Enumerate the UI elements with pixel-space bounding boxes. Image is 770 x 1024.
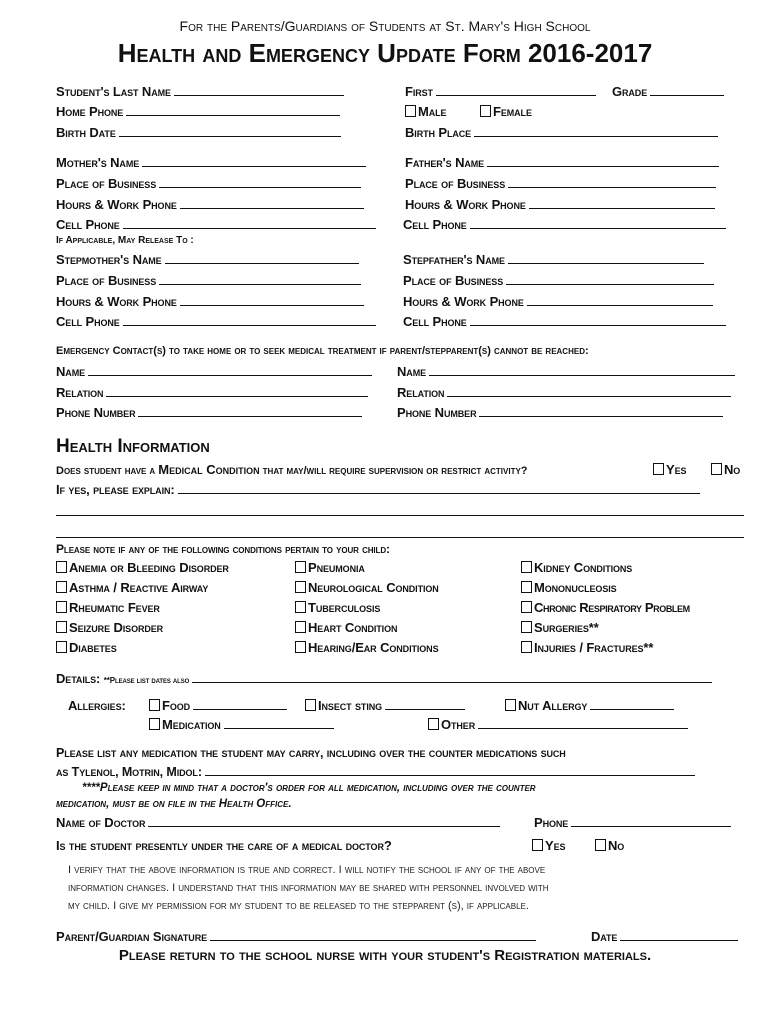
checkbox-icon (295, 581, 306, 593)
stepmother-name-label: Stepmother's Name (56, 252, 162, 267)
father-cell-phone-field[interactable] (403, 217, 726, 232)
condition-anemia[interactable] (56, 560, 229, 575)
checkbox-icon (56, 561, 67, 573)
details-note: **Please list dates also (103, 676, 190, 685)
condition-tuberculosis[interactable] (295, 600, 380, 615)
condition-label: Pneumonia (308, 560, 365, 575)
condition-rheumatic[interactable] (56, 600, 160, 615)
checkbox-icon (532, 839, 543, 851)
father-name-field[interactable] (405, 155, 719, 170)
condition-label: Surgeries** (534, 620, 599, 635)
other-label: Other (441, 717, 476, 732)
checkbox-icon (295, 621, 306, 633)
allergy-medication-field[interactable] (149, 717, 334, 732)
first-name-field[interactable] (405, 84, 596, 99)
explain-field[interactable] (56, 482, 700, 497)
food-label: Food (162, 698, 191, 713)
conditions-note: Please note if any of the following conditions pertain to your child: (56, 542, 390, 556)
cell-phone-label: Cell Phone (403, 314, 467, 329)
checkbox-icon (428, 718, 439, 730)
stepmother-business-field[interactable] (56, 273, 361, 288)
condition-label: Chronic Respiratory Problem (534, 600, 690, 615)
emergency-relation-label: Relation (397, 385, 445, 400)
condition-label: Anemia or Bleeding Disorder (69, 560, 229, 575)
checkbox-icon (56, 621, 67, 633)
condition-label: Injuries / Fractures** (534, 640, 654, 655)
nut-label: Nut Allergy (518, 698, 588, 713)
birth-date-field[interactable] (56, 125, 341, 140)
father-work-phone-field[interactable] (405, 197, 715, 212)
stepfather-work-phone-field[interactable] (403, 294, 713, 309)
place-of-business-label: Place of Business (403, 273, 504, 288)
allergy-nut-field[interactable] (505, 698, 674, 713)
father-business-field[interactable] (405, 176, 716, 191)
father-name-label: Father's Name (405, 155, 485, 170)
doctor-order-note: ****Please keep in mind that a doctor's order for all medication, including over the counter (82, 782, 536, 794)
emergency-phone-label: Phone Number (56, 405, 136, 420)
yes-label: Yes (666, 462, 687, 477)
condition-hearing[interactable] (295, 640, 438, 655)
stepfather-business-field[interactable] (403, 273, 714, 288)
checkbox-icon (521, 561, 532, 573)
question-text: Does student have a (56, 465, 159, 477)
condition-seizure[interactable] (56, 620, 163, 635)
checkbox-icon (56, 641, 67, 653)
hours-work-phone-label: Hours & Work Phone (56, 294, 177, 309)
signature-label: Parent/Guardian Signature (56, 929, 208, 944)
mother-cell-phone-field[interactable] (56, 217, 376, 232)
place-of-business-label: Place of Business (56, 176, 157, 191)
mother-name-label: Mother's Name (56, 155, 140, 170)
cell-phone-label: Cell Phone (56, 314, 120, 329)
emergency-phone-label: Phone Number (397, 405, 477, 420)
grade-label: Grade (612, 84, 648, 99)
stepfather-name-field[interactable] (403, 252, 704, 267)
checkbox-icon (295, 601, 306, 613)
checkbox-icon (405, 105, 416, 117)
emergency-name-2-field[interactable] (397, 364, 735, 379)
doctor-name-field[interactable] (56, 815, 500, 830)
insect-label: Insect sting (318, 698, 383, 713)
condition-asthma[interactable] (56, 580, 208, 595)
hours-work-phone-label: Hours & Work Phone (56, 197, 177, 212)
condition-injuries[interactable] (521, 640, 653, 655)
no-label: No (608, 838, 625, 853)
explain-line-3[interactable] (56, 537, 744, 538)
condition-label: Heart Condition (308, 620, 398, 635)
home-phone-field[interactable] (56, 104, 340, 119)
stepfather-cell-phone-field[interactable] (403, 314, 726, 329)
birth-place-field[interactable] (405, 125, 718, 140)
medication-list-field[interactable] (56, 765, 695, 779)
stepmother-cell-phone-field[interactable] (56, 314, 376, 329)
allergies-label: Allergies: (68, 698, 126, 713)
emergency-relation-label: Relation (56, 385, 104, 400)
medication-list-text: Please list any medication the student may carry, including over the counter medications such (56, 746, 566, 760)
male-checkbox[interactable] (405, 104, 446, 119)
condition-neurological[interactable] (295, 580, 439, 595)
birth-place-label: Birth Place (405, 125, 472, 140)
condition-label: Kidney Conditions (534, 560, 633, 575)
explain-line-2[interactable] (56, 515, 744, 516)
condition-label: Rheumatic Fever (69, 600, 160, 615)
emergency-phone-2-field[interactable] (397, 405, 723, 420)
checkbox-icon (56, 601, 67, 613)
condition-heart[interactable] (295, 620, 397, 635)
condition-respiratory[interactable] (521, 600, 690, 615)
checkbox-icon (480, 105, 491, 117)
checkbox-icon (295, 641, 306, 653)
medication-list-label: as Tylenol, Motrin, Midol: (56, 765, 202, 779)
checkbox-icon (149, 699, 160, 711)
checkbox-icon (711, 463, 722, 475)
checkbox-icon (56, 581, 67, 593)
condition-label: Hearing/Ear Conditions (308, 640, 439, 655)
medication-label: Medication (162, 717, 221, 732)
verify-line: I verify that the above information is true and correct. I will notify the school if any of the above (68, 864, 546, 876)
checkbox-icon (521, 581, 532, 593)
question-emphasis: Medical Condition (158, 462, 260, 477)
hours-work-phone-label: Hours & Work Phone (405, 197, 526, 212)
under-care-yes-checkbox[interactable] (532, 838, 565, 853)
condition-label: Tuberculosis (308, 600, 381, 615)
medical-no-checkbox[interactable] (711, 462, 740, 477)
doctor-name-label: Name of Doctor (56, 815, 146, 830)
medical-yes-checkbox[interactable] (653, 462, 686, 477)
condition-label: Asthma / Reactive Airway (69, 580, 209, 595)
form-title: Health and Emergency Update Form 2016-2017 (117, 38, 653, 68)
allergy-other-field[interactable] (428, 717, 688, 732)
condition-label: Seizure Disorder (69, 620, 164, 635)
place-of-business-label: Place of Business (56, 273, 157, 288)
home-phone-label: Home Phone (56, 104, 124, 119)
date-label: Date (591, 929, 618, 944)
stepmother-work-phone-field[interactable] (56, 294, 364, 309)
checkbox-icon (149, 718, 160, 730)
emergency-relation-2-field[interactable] (397, 385, 731, 400)
checkbox-icon (305, 699, 316, 711)
details-field[interactable] (56, 671, 712, 686)
mother-work-phone-field[interactable] (56, 197, 364, 212)
details-label: Details: (56, 671, 101, 686)
hours-work-phone-label: Hours & Work Phone (403, 294, 524, 309)
condition-diabetes[interactable] (56, 640, 117, 655)
verify-line: information changes. I understand that this information may be shared with personnel involved with (68, 882, 549, 894)
emergency-heading: Emergency Contact(s) to take home or to seek medical treatment if parent/stepparent(s) cannot be reached: (56, 345, 589, 357)
checkbox-icon (595, 839, 606, 851)
checkbox-icon (521, 601, 532, 613)
under-care-no-checkbox[interactable] (595, 838, 624, 853)
checkbox-icon (521, 621, 532, 633)
condition-surgeries[interactable] (521, 620, 599, 635)
emergency-name-label: Name (56, 364, 85, 379)
emergency-name-1-field[interactable] (56, 364, 372, 379)
no-label: No (724, 462, 741, 477)
female-checkbox[interactable] (480, 104, 532, 119)
female-label: Female (493, 104, 532, 119)
place-of-business-label: Place of Business (405, 176, 506, 191)
cell-phone-label: Cell Phone (56, 217, 120, 232)
medical-condition-question (56, 462, 528, 477)
male-label: Male (418, 104, 447, 119)
condition-label: Diabetes (69, 640, 117, 655)
explain-label: If yes, please explain: (56, 482, 175, 497)
cell-phone-label: Cell Phone (403, 217, 467, 232)
under-care-question: Is the student presently under the care of a medical doctor? (56, 838, 392, 853)
signature-field[interactable] (56, 929, 536, 944)
condition-pneumonia[interactable] (295, 560, 365, 575)
emergency-relation-1-field[interactable] (56, 385, 368, 400)
checkbox-icon (295, 561, 306, 573)
return-note: Please return to the school nurse with your student's Registration materials. (118, 947, 652, 964)
date-field[interactable] (591, 929, 738, 944)
emergency-phone-1-field[interactable] (56, 405, 362, 420)
condition-kidney[interactable] (521, 560, 632, 575)
birth-date-label: Birth Date (56, 125, 116, 140)
checkbox-icon (653, 463, 664, 475)
first-name-label: First (405, 84, 433, 99)
allergy-food-field[interactable] (149, 698, 287, 713)
checkbox-icon (505, 699, 516, 711)
emergency-name-label: Name (397, 364, 426, 379)
doctor-order-note-2: medication, must be on file in the Health Office. (56, 798, 292, 810)
mother-name-field[interactable] (56, 155, 366, 170)
doctor-phone-field[interactable] (534, 815, 731, 830)
condition-label: Mononucleosis (534, 580, 617, 595)
condition-mononucleosis[interactable] (521, 580, 617, 595)
release-note: If Applicable, May Release To : (56, 235, 194, 246)
question-text: that may/will require supervision or restrict activity? (259, 465, 528, 477)
stepmother-name-field[interactable] (56, 252, 359, 267)
grade-field[interactable] (612, 84, 724, 99)
allergy-insect-field[interactable] (305, 698, 465, 713)
health-heading: Health Information (56, 436, 210, 457)
mother-business-field[interactable] (56, 176, 361, 191)
stepfather-name-label: Stepfather's Name (403, 252, 505, 267)
verify-line: my child. I give my permission for my student to be released to the stepparent (s), if applicable. (68, 900, 529, 912)
form-subtitle: For the Parents/Guardians of Students at St. Mary's High School (179, 18, 591, 34)
student-last-name-label: Student's Last Name (56, 84, 171, 99)
condition-label: Neurological Condition (308, 580, 439, 595)
student-last-name-field[interactable] (56, 84, 344, 99)
verify-statement (68, 861, 549, 915)
checkbox-icon (521, 641, 532, 653)
doctor-phone-label: Phone (534, 815, 569, 830)
yes-label: Yes (545, 838, 566, 853)
